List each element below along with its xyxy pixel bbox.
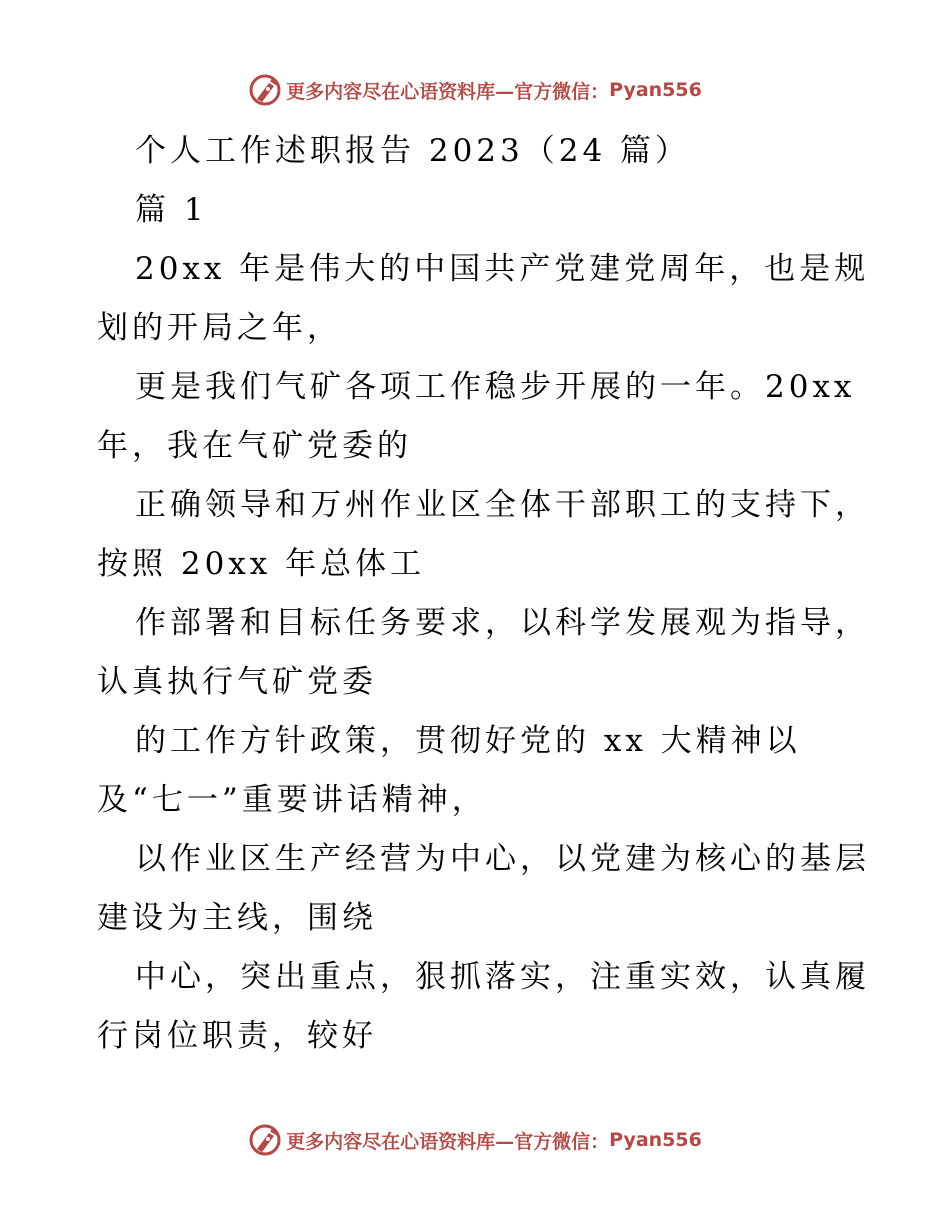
pen-nib-logo-icon	[248, 1123, 282, 1157]
text-line: 划的开局之年，	[97, 310, 342, 346]
pen-nib-logo-icon	[248, 73, 282, 107]
text-line: 认真执行气矿党委	[97, 664, 377, 700]
text-line: 更是我们气矿各项工作稳步开展的一年。20xx	[135, 369, 856, 405]
text-line: 按照 20xx 年总体工	[97, 546, 426, 582]
banner-contact: Pyan556	[609, 79, 702, 101]
text-line: 年，我在气矿党委的	[97, 428, 412, 464]
text-line: 正确领导和万州作业区全体干部职工的支持下，	[135, 487, 870, 523]
document-body	[97, 122, 870, 1066]
text-line: 及“七一”重要讲话精神，	[97, 782, 487, 818]
header-watermark-banner	[0, 70, 950, 110]
banner-text: 更多内容尽在心语资料库—官方微信：	[286, 80, 610, 103]
text-line: 建设为主线，围绕	[97, 900, 377, 936]
banner-contact: Pyan556	[609, 1129, 702, 1151]
footer-watermark-banner	[0, 1120, 950, 1160]
text-line: 中心，突出重点，狠抓落实，注重实效，认真履	[135, 959, 870, 995]
text-line: 20xx 年是伟大的中国共产党建党周年，也是规	[135, 251, 870, 287]
banner-text: 更多内容尽在心语资料库—官方微信：	[286, 1130, 610, 1153]
document-title: 个人工作述职报告 2023（24 篇）	[135, 133, 691, 169]
text-line: 作部署和目标任务要求，以科学发展观为指导，	[135, 605, 870, 641]
section-heading: 篇 1	[135, 192, 208, 228]
text-line: 以作业区生产经营为中心，以党建为核心的基层	[135, 841, 870, 877]
text-line: 行岗位职责，较好	[97, 1018, 377, 1054]
text-line: 的工作方针政策，贯彻好党的 xx 大精神以	[135, 723, 801, 759]
